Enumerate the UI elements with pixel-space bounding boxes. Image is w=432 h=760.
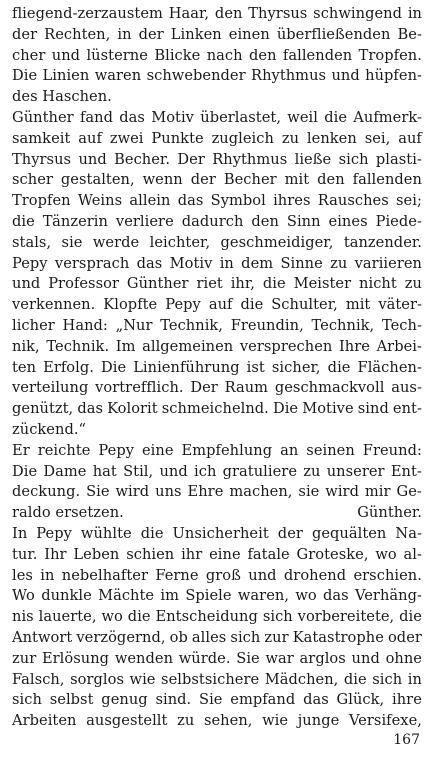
word: den (214, 5, 243, 22)
word: mir (364, 483, 391, 501)
text-line (12, 25, 422, 46)
word: mit (284, 171, 310, 189)
word: groß (205, 566, 241, 584)
word: der (138, 25, 164, 43)
text-line (12, 690, 422, 711)
word: Günther (126, 275, 189, 293)
word: wo (375, 545, 397, 563)
word: das (136, 254, 163, 272)
word: Ent- (390, 462, 422, 480)
word: sei, (364, 129, 391, 147)
word: Schulter, (271, 296, 338, 314)
word: sorglos (70, 670, 124, 688)
word: Becher (223, 171, 277, 189)
word: Die (12, 462, 38, 480)
text-line (12, 441, 422, 462)
word: machen, (229, 483, 293, 501)
word: fallenden (352, 171, 422, 189)
word: wo (101, 608, 123, 626)
word: verkennen. (12, 296, 96, 314)
word: tanzender. (343, 233, 422, 251)
word: ist (246, 358, 265, 376)
word: Versifexe, (348, 712, 422, 730)
word: Groteske, (296, 545, 369, 563)
word: Hand: (62, 316, 108, 334)
word: ihr, (230, 275, 255, 293)
text-line (12, 233, 422, 254)
word: die (140, 524, 164, 542)
word: Be- (397, 25, 422, 43)
word: Technik. (46, 337, 110, 355)
text-line (12, 337, 422, 358)
word: wird (325, 483, 359, 501)
word: wühlte (80, 524, 132, 542)
word: schwebender (146, 67, 246, 85)
word: in (219, 254, 234, 272)
text-line (12, 46, 422, 67)
word: sind (357, 400, 389, 418)
word: zur (264, 628, 289, 646)
word: in (40, 566, 55, 584)
word: war (265, 649, 294, 667)
word: Im (115, 337, 136, 355)
word: Piede- (375, 212, 422, 230)
word: samkeit (12, 129, 71, 147)
word: Rhythmus (251, 67, 327, 85)
word: Weins (77, 192, 123, 210)
word: Rausches (317, 192, 389, 210)
word: sich (372, 670, 403, 688)
word: cher (12, 46, 46, 64)
word: sich (12, 691, 42, 709)
line-text: raldo ersetzen. (12, 504, 124, 522)
word: die (12, 212, 35, 230)
word: reichte (37, 441, 91, 459)
word: Kolorit (107, 400, 158, 418)
text-line (12, 524, 422, 545)
word: ten (12, 358, 37, 376)
word: Die (100, 358, 127, 376)
word: väter- (378, 296, 422, 314)
word: und (331, 67, 360, 85)
word: Erfolg. (43, 358, 94, 376)
text-line (12, 399, 422, 420)
word: Thyrsus (248, 5, 308, 22)
word: ohne (385, 649, 422, 667)
word: Aufmerk- (353, 108, 422, 126)
word: Arbeiten (12, 712, 77, 730)
word: ich (194, 462, 217, 480)
word: gestalten, (60, 171, 135, 189)
word: die (127, 608, 151, 626)
text-line: des Haschen. (12, 88, 112, 106)
word: Technik, (160, 316, 223, 334)
word: Glück, (336, 691, 385, 709)
word: verzögernd, (76, 628, 166, 646)
word: Linienführung (133, 358, 240, 376)
word: wie (129, 670, 156, 688)
word: an (280, 441, 299, 459)
word: den (249, 46, 277, 64)
word: auf (208, 296, 233, 314)
word: die (399, 608, 422, 626)
word: Tech- (381, 316, 422, 334)
word: hat (92, 462, 117, 480)
text-line (12, 711, 422, 732)
word: alles (191, 628, 227, 646)
text-line (12, 670, 422, 691)
word: oder (387, 628, 422, 646)
word: Pepy (98, 441, 135, 459)
word: auf (398, 129, 422, 147)
word: Klopfte (103, 296, 158, 314)
word: dadurch (181, 212, 244, 230)
word: „Nur (115, 316, 153, 334)
word: Wo (12, 587, 35, 605)
word: im (160, 587, 180, 605)
word: gequälten (311, 524, 387, 542)
word: Verhäng- (355, 587, 422, 605)
word: nik, (12, 337, 40, 355)
word: Pepy (165, 296, 201, 314)
word: Symbol (210, 192, 266, 210)
word: selbstsichere (161, 670, 260, 688)
word: sich (338, 150, 369, 168)
word: ihres (273, 192, 311, 210)
book-page (12, 4, 422, 756)
word: sie (298, 483, 320, 501)
word: nach (206, 46, 243, 64)
word: Dame (43, 462, 87, 480)
word: ihr (181, 545, 203, 563)
word: geschmackvoll (274, 379, 385, 397)
word: waren, (237, 587, 290, 605)
text-line (12, 358, 422, 379)
word: Raum (224, 379, 269, 397)
word: licher (12, 316, 55, 334)
word: Sinn (286, 212, 321, 230)
word: Tropfen. (358, 46, 422, 64)
text-line (12, 482, 422, 503)
word: deckung. (12, 483, 81, 501)
word: vortrefflich. (95, 379, 184, 397)
word: Pepy (36, 524, 72, 542)
word: nis (12, 608, 34, 626)
word: Pepy (12, 254, 48, 272)
word: die (240, 296, 264, 314)
word: und (248, 566, 277, 584)
text-line (12, 628, 422, 649)
word: wird (115, 483, 150, 501)
word: Ge- (396, 483, 422, 501)
word: sehen, (203, 712, 253, 730)
text-line (12, 170, 422, 191)
word: Linken (170, 25, 222, 43)
word: einen (228, 25, 270, 43)
word: Ihre (338, 337, 370, 355)
word: fliegend-zerzaustem (12, 5, 163, 22)
word: nicht (359, 275, 397, 293)
text-line (12, 378, 422, 399)
word: die (324, 108, 348, 126)
word: das (323, 587, 349, 605)
word: und (78, 150, 107, 168)
word: les (12, 566, 33, 584)
word: Katastrophe (292, 628, 384, 646)
word: sich (262, 608, 293, 626)
word: Spiele (185, 587, 232, 605)
word: erschien. (353, 566, 422, 584)
word: tur. (12, 545, 38, 563)
word: und (51, 46, 81, 64)
word: selbst (49, 691, 94, 709)
word: dem (241, 254, 274, 272)
word: zugleich (211, 129, 274, 147)
word: empfand (230, 691, 296, 709)
word: zur (12, 649, 37, 667)
word: wie (262, 712, 289, 730)
word: Sinne (280, 254, 323, 272)
word: zu (177, 712, 195, 730)
word: Na- (395, 524, 422, 542)
word: schwingend (313, 5, 403, 22)
word: und (12, 275, 41, 293)
word: Die (12, 67, 38, 85)
word: In (12, 524, 28, 542)
word: stals, (12, 233, 52, 251)
word: Tänzerin (42, 212, 108, 230)
word: Günther (12, 108, 74, 126)
word: überfließenden (276, 25, 391, 43)
page-number: 167 (393, 732, 420, 748)
word: Freundin, (230, 316, 304, 334)
word: al- (403, 545, 422, 563)
word: ließe (294, 150, 332, 168)
word: eine (209, 545, 241, 563)
word: Ehre (187, 483, 224, 501)
word: Ferne (155, 566, 199, 584)
word: Motiv (169, 254, 213, 272)
word: Linien (42, 67, 90, 85)
word: Entscheidung (155, 608, 258, 626)
word: scher (12, 171, 53, 189)
text-line (12, 566, 422, 587)
word: zu (404, 275, 422, 293)
text-line (12, 108, 422, 129)
word: fallenden (282, 46, 353, 64)
word: Rechten, (44, 25, 111, 43)
word: schmeichelnd. (161, 400, 269, 418)
word: versprechen (239, 337, 333, 355)
word: Sie (199, 691, 223, 709)
word: eine (142, 441, 174, 459)
word: ent- (392, 400, 422, 418)
word: in (117, 25, 132, 43)
word: Antwort (12, 628, 73, 646)
text-line (12, 462, 422, 483)
word: den (317, 171, 345, 189)
text-line (12, 212, 422, 233)
word: gratuliere (222, 462, 298, 480)
text-line (12, 129, 422, 150)
word: lüsterne (86, 46, 148, 64)
word: genug (101, 691, 148, 709)
word: Arbei- (376, 337, 422, 355)
word: Der (177, 150, 205, 168)
text-line (12, 649, 422, 670)
word: Punkte (151, 129, 204, 147)
word: der (190, 171, 216, 189)
word: lauerte, (38, 608, 97, 626)
word: Sie (236, 649, 260, 667)
word: arglos (299, 649, 346, 667)
word: zu (281, 129, 300, 147)
word: Sie (86, 483, 110, 501)
word: Stil, (123, 462, 154, 480)
word: Leben (73, 545, 120, 563)
word: sind. (155, 691, 192, 709)
word: Empfehlung (181, 441, 273, 459)
word: junge (297, 712, 340, 730)
word: ihre (392, 691, 422, 709)
word: vorbereitete, (297, 608, 395, 626)
word: Technik, (311, 316, 375, 334)
word: das (119, 108, 145, 126)
text-line (12, 545, 422, 566)
word: Mädchen, (264, 670, 339, 688)
word: Haar, (168, 5, 210, 22)
word: und (159, 462, 188, 480)
word: Becher. (114, 150, 171, 168)
word: Unsicherheit (172, 524, 269, 542)
signature: Günther. (357, 504, 422, 522)
word: aus- (391, 379, 422, 397)
word: seinen (306, 441, 355, 459)
word: verliere (115, 212, 174, 230)
word: wenn (142, 171, 183, 189)
word: Thyrsus (12, 150, 72, 168)
word: sicher, (271, 358, 321, 376)
word: fand (79, 108, 113, 126)
word: Falsch, (12, 670, 65, 688)
word: Der (190, 379, 218, 397)
word: Professor (48, 275, 119, 293)
word: hüpfen- (365, 67, 422, 85)
word: leichter, (149, 233, 211, 251)
word: Freund: (362, 441, 422, 459)
word: in (407, 670, 422, 688)
word: das (177, 192, 204, 210)
word: wo (295, 587, 317, 605)
word: Rhythmus (212, 150, 288, 168)
word: das (77, 400, 103, 418)
word: Tropfen (12, 192, 71, 210)
word: werde (92, 233, 140, 251)
word: mit (345, 296, 371, 314)
word: in (407, 5, 422, 22)
word: und (351, 649, 380, 667)
word: waren (94, 67, 142, 85)
word: drohend (283, 566, 347, 584)
word: unserer (326, 462, 385, 480)
word: sei; (396, 192, 422, 210)
text-line (12, 586, 422, 607)
word: Die (272, 400, 299, 418)
word: uns (155, 483, 182, 501)
text-line (12, 254, 422, 275)
word: die (262, 275, 286, 293)
text-line (12, 150, 422, 171)
word: dunkle (41, 587, 92, 605)
word: der (12, 25, 38, 43)
word: würde. (178, 649, 231, 667)
text-line (12, 316, 422, 337)
text-line (12, 295, 422, 316)
word: verteilung (12, 379, 89, 397)
word: den (251, 212, 279, 230)
word: allgemeinen (142, 337, 234, 355)
text-line (12, 607, 422, 628)
word: schien (126, 545, 175, 563)
word: die (327, 358, 351, 376)
word: der (277, 524, 303, 542)
word: das (303, 691, 329, 709)
word: Blicke (154, 46, 201, 64)
word: sie (61, 233, 83, 251)
word: fatale (247, 545, 290, 563)
word: ob (169, 628, 188, 646)
word: geschmeidiger, (220, 233, 334, 251)
word: überlastet, (200, 108, 282, 126)
word: eines (328, 212, 368, 230)
word: versprach (54, 254, 130, 272)
word: zu (303, 462, 321, 480)
text-line: zückend.“ (12, 420, 87, 438)
word: variieren (354, 254, 422, 272)
word: wenden (114, 649, 174, 667)
word: Ihr (44, 545, 67, 563)
word: plasti- (375, 150, 422, 168)
text-line (12, 191, 422, 212)
body-text (12, 4, 422, 732)
word: zwei (109, 129, 144, 147)
word: sich (230, 628, 261, 646)
word: Motive (302, 400, 354, 418)
word: die (343, 670, 367, 688)
word: lenken (306, 129, 357, 147)
word: Erlösung (41, 649, 110, 667)
word: zu (330, 254, 348, 272)
word: Meister (293, 275, 352, 293)
word: nebelhafter (61, 566, 148, 584)
word: Flächen- (357, 358, 422, 376)
text-line (12, 4, 422, 25)
word: genützt, (12, 400, 74, 418)
word: weil (287, 108, 318, 126)
word: auf (78, 129, 102, 147)
text-line (12, 503, 422, 524)
word: riet (196, 275, 223, 293)
word: Motiv (151, 108, 194, 126)
text-line (12, 66, 422, 87)
text-line (12, 274, 422, 295)
word: Mächte (98, 587, 155, 605)
word: allein (129, 192, 171, 210)
word: Er (12, 441, 30, 459)
word: ausgestellt (86, 712, 168, 730)
